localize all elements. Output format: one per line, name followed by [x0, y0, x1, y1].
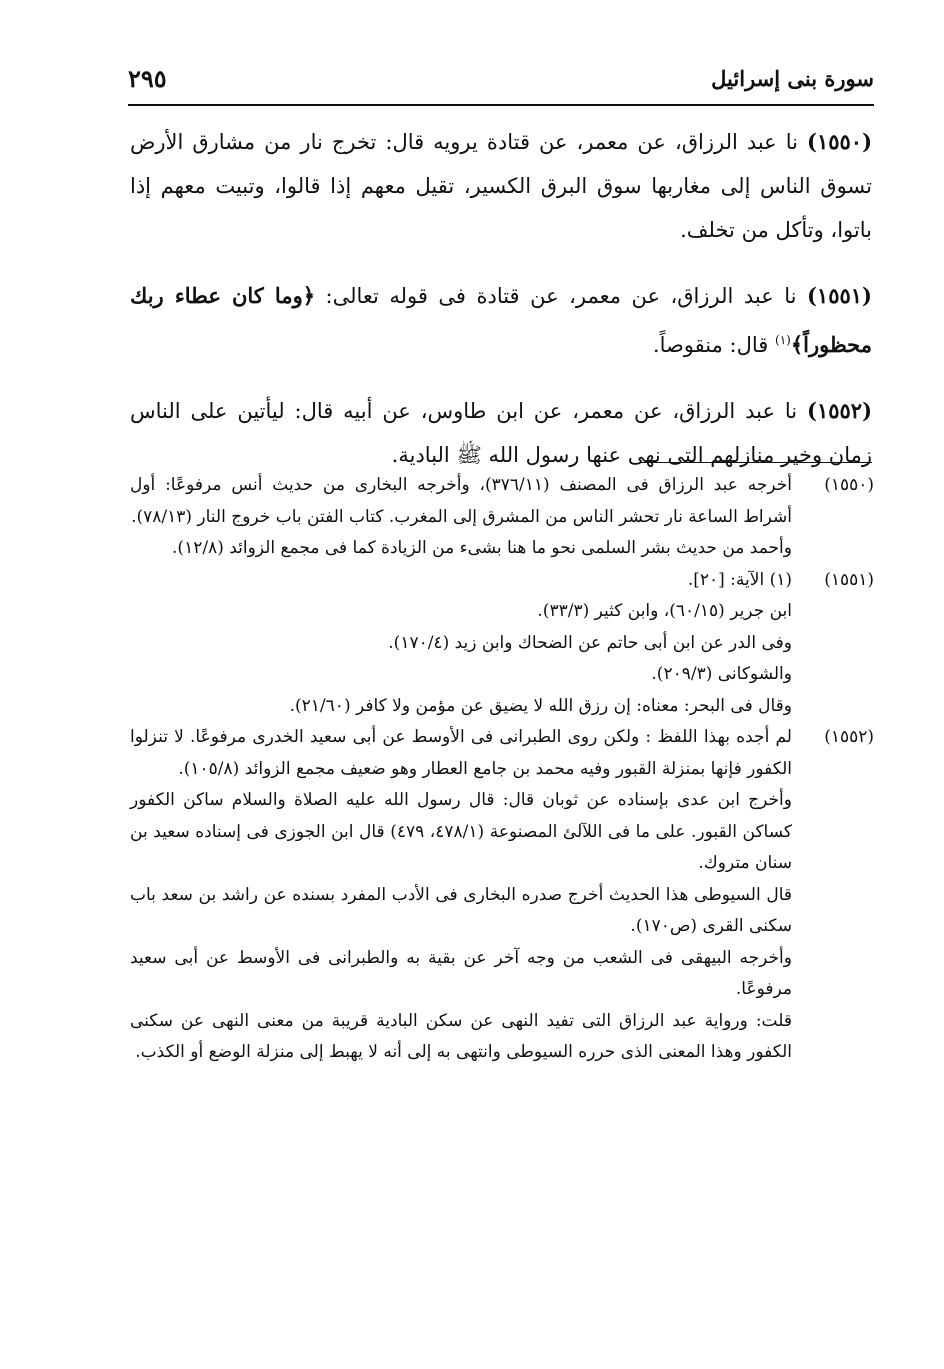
footnote-paragraph: قلت: ورواية عبد الرزاق التى تفيد النهى عن سكن البادية قريبة من معنى النهى عن سكنى الكفور وهذا المعنى الذى حرره السيوطى وانتهى به إلى أنه لا يهبط إلى منزلة الوضع أو الكذب.	[130, 1010, 792, 1062]
footnote-number: (١٥٥٠)	[824, 475, 874, 495]
footnote-paragraph: أخرجه عبد الرزاق فى المصنف (٣٧٦/١١)، وأخرجه البخارى من حديث أنس مرفوعًا: أول أشراط الساعة نار تحشر الناس من المشرق إلى المغرب. كتاب الفتن باب خروج النار (٧٨/١٣).	[130, 475, 792, 527]
footnote-line: ابن جرير (٦٠/١٥)، وابن كثير (٣٣/٣).	[537, 601, 792, 621]
page-number: ٢٩٥	[128, 64, 167, 93]
hadith-1550	[130, 120, 872, 252]
hadith-number: (١٥٥٢)	[807, 398, 872, 423]
footnote-paragraph: وأخرجه البيهقى فى الشعب من وجه آخر عن بقية به والطبرانى فى الأوسط عن أبى سعيد مرفوعًا.	[130, 947, 792, 999]
footnote-line: وفى الدر عن ابن أبى حاتم عن الضحاك وابن زيد (١٧٠/٤).	[388, 632, 792, 653]
main-text	[130, 120, 872, 499]
hadith-number: (١٥٥٠)	[807, 129, 872, 154]
hadith-number: (١٥٥١)	[806, 283, 872, 308]
footnote-body	[130, 722, 792, 1069]
hadith-text-end: قال: منقوصاً.	[652, 333, 769, 357]
running-title: سورة بنى إسرائيل	[711, 66, 874, 91]
footnote-1550	[130, 470, 874, 565]
footnote-paragraph: وأحمد من حديث بشر السلمى نحو ما هنا بشىء من الزيادة كما فى مجمع الزوائد (١٢/٨).	[172, 538, 792, 558]
footnote-line: والشوكانى (٢٠٩/٣).	[651, 664, 792, 684]
footnote-1551	[130, 565, 874, 723]
hadith-1551	[130, 274, 872, 367]
footnote-ref: (١)	[775, 333, 791, 347]
footnotes	[130, 470, 874, 1069]
footnote-number: (١٥٥١)	[824, 569, 874, 590]
footnote-body	[130, 470, 792, 565]
footnote-line: (١) الآية: [٢٠].	[687, 569, 792, 590]
header-rule	[128, 104, 874, 106]
hadith-text: نا عبد الرزاق، عن معمر، عن قتادة يرويه قال: تخرج نار من مشارق الأرض تسوق الناس إلى مغاربها سوق البرق الكسير، تقيل معهم إذا قالوا، وتبيت معهم إذا باتوا، وتأكل من تخلف.	[130, 130, 872, 242]
hadith-text: نا عبد الرزاق، عن معمر، عن قتادة فى قوله تعالى:	[325, 284, 797, 308]
footnote-body	[130, 565, 792, 723]
footnote-paragraph: قال السيوطى هذا الحديث أخرج صدره البخارى فى الأدب المفرد بسنده عن راشد بن سعد باب سكنى القرى (ص١٧٠).	[130, 884, 792, 936]
footnote-separator	[640, 462, 872, 463]
page-header	[128, 62, 874, 102]
footnote-paragraph: وأخرج ابن عدى بإسناده عن ثوبان قال: قال رسول الله عليه الصلاة والسلام ساكن الكفور كساكن القبور. على ما فى اللآلئ المصنوعة (٤٧٨/١، ٤٧٩) قال ابن الجوزى فى إسناده سعيد بن سنان متروك.	[130, 790, 792, 873]
footnote-number: (١٥٥٢)	[824, 727, 874, 747]
footnote-line: وقال فى البحر: معناه: إن رزق الله لا يضيق عن مؤمن ولا كافر (٢١/٦٠).	[289, 695, 792, 716]
quran-verse: ﴿وما كان عطاء ربك محظوراً﴾	[130, 283, 872, 357]
hadith-text: نا عبد الرزاق، عن معمر، عن ابن طاوس، عن أبيه قال: ليأتين على الناس زمان وخير منازلهم التى نهى عنها رسول الله ﷺ البادية.	[130, 399, 872, 467]
footnote-1552	[130, 722, 874, 1069]
footnote-paragraph: لم أجده بهذا اللفظ : ولكن روى الطبرانى فى الأوسط عن أبى سعيد الخدرى مرفوعًا. لا تنزلوا الكفور فإنها بمنزلة القبور وفيه محمد بن جامع العطار وهو ضعيف مجمع الزوائد (١٠٥/٨).	[130, 727, 792, 779]
hadith-1552	[130, 389, 872, 477]
